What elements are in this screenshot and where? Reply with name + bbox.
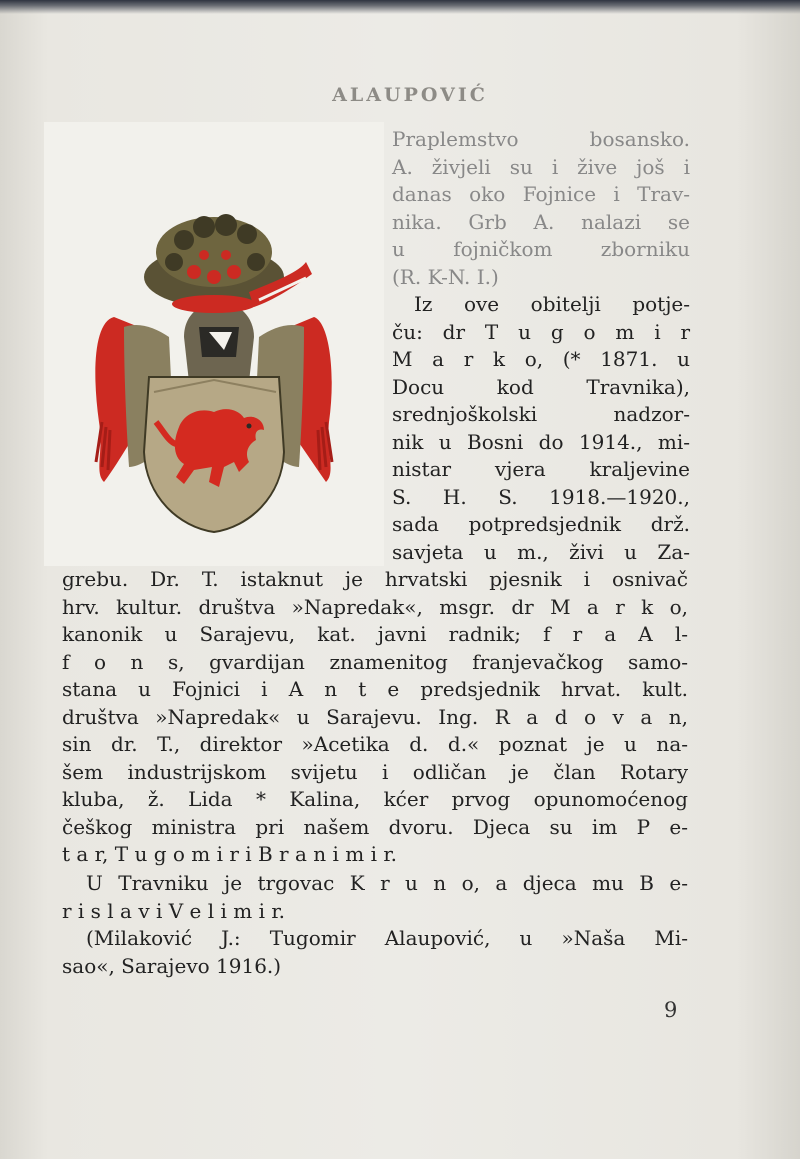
text-line: hrv. kultur. društva »Napredak«, msgr. dr M a r k o, xyxy=(62,594,688,619)
text-line: Docu kod Travnika), xyxy=(392,374,690,399)
text-line: f o n s, gvardijan znamenitog franjevačkog samo- xyxy=(62,649,688,674)
text-line: (R. K-N. I.) xyxy=(392,264,499,289)
page-top-shadow xyxy=(0,0,800,14)
text-line: šem industrijskom svijetu i odličan je član Rotary xyxy=(62,759,688,784)
text-line: grebu. Dr. T. istaknut je hrvatski pjesnik i osnivač xyxy=(62,567,688,591)
text-line: A. živjeli su i žive još i xyxy=(392,154,690,179)
side-paragraph-origin xyxy=(392,126,690,291)
text-line: (Milaković J.: Tugomir Alaupović, u »Naša Mi- xyxy=(86,926,688,950)
text-line: sin dr. T., direktor »Acetika d. d.« poznat je u na- xyxy=(62,732,688,756)
text-line: društva »Napredak« u Sarajevu. Ing. R a d o v a n, xyxy=(62,704,688,729)
side-paragraph-family xyxy=(392,291,690,566)
text-line: M a r k o, (* 1871. u xyxy=(392,347,690,371)
full-paragraph-family xyxy=(62,566,688,869)
text-line: kluba, ž. Lida * Kalina, kćer prvog opunomoćenog xyxy=(62,787,688,811)
full-paragraph-travnik xyxy=(62,870,688,925)
text-line: češkog ministra pri našem dvoru. Djeca su im P e- xyxy=(62,814,688,839)
coat-of-arms-icon xyxy=(44,122,384,566)
page-number: 9 xyxy=(664,998,678,1022)
text-line: nistar vjera kraljevine xyxy=(392,457,690,481)
text-line: U Travniku je trgovac K r u n o, a djeca mu B e- xyxy=(86,871,688,895)
text-line: ču: dr T u g o m i r xyxy=(392,319,690,344)
text-line: S. H. S. 1918.—1920., xyxy=(392,484,690,509)
text-line: sada potpredsjednik drž. xyxy=(392,512,690,536)
full-paragraph-reference xyxy=(62,925,688,980)
coat-of-arms-panel xyxy=(44,122,384,566)
text-line: Iz ove obitelji potje- xyxy=(414,292,690,316)
text-line: danas oko Fojnice i Trav- xyxy=(392,182,690,206)
text-line: nik u Bosni do 1914., mi- xyxy=(392,429,690,454)
page-heading: ALAUPOVIĆ xyxy=(332,84,488,106)
text-line: stana u Fojnici i A n t e predsjednik hrvat. kult. xyxy=(62,677,688,701)
text-line: t a r, T u g o m i r i B r a n i m i r. xyxy=(62,842,398,866)
text-line: kanonik u Sarajevu, kat. javni radnik; f r a A l- xyxy=(62,622,688,646)
text-line: u fojničkom zborniku xyxy=(392,237,690,261)
text-line: r i s l a v i V e l i m i r. xyxy=(62,898,286,923)
text-line: Praplemstvo bosansko. xyxy=(392,127,690,151)
text-line: nika. Grb A. nalazi se xyxy=(392,209,690,234)
text-line: srednjoškolski nadzor- xyxy=(392,402,690,426)
text-line: savjeta u m., živi u Za- xyxy=(392,539,690,564)
text-line: sao«, Sarajevo 1916.) xyxy=(62,953,282,978)
